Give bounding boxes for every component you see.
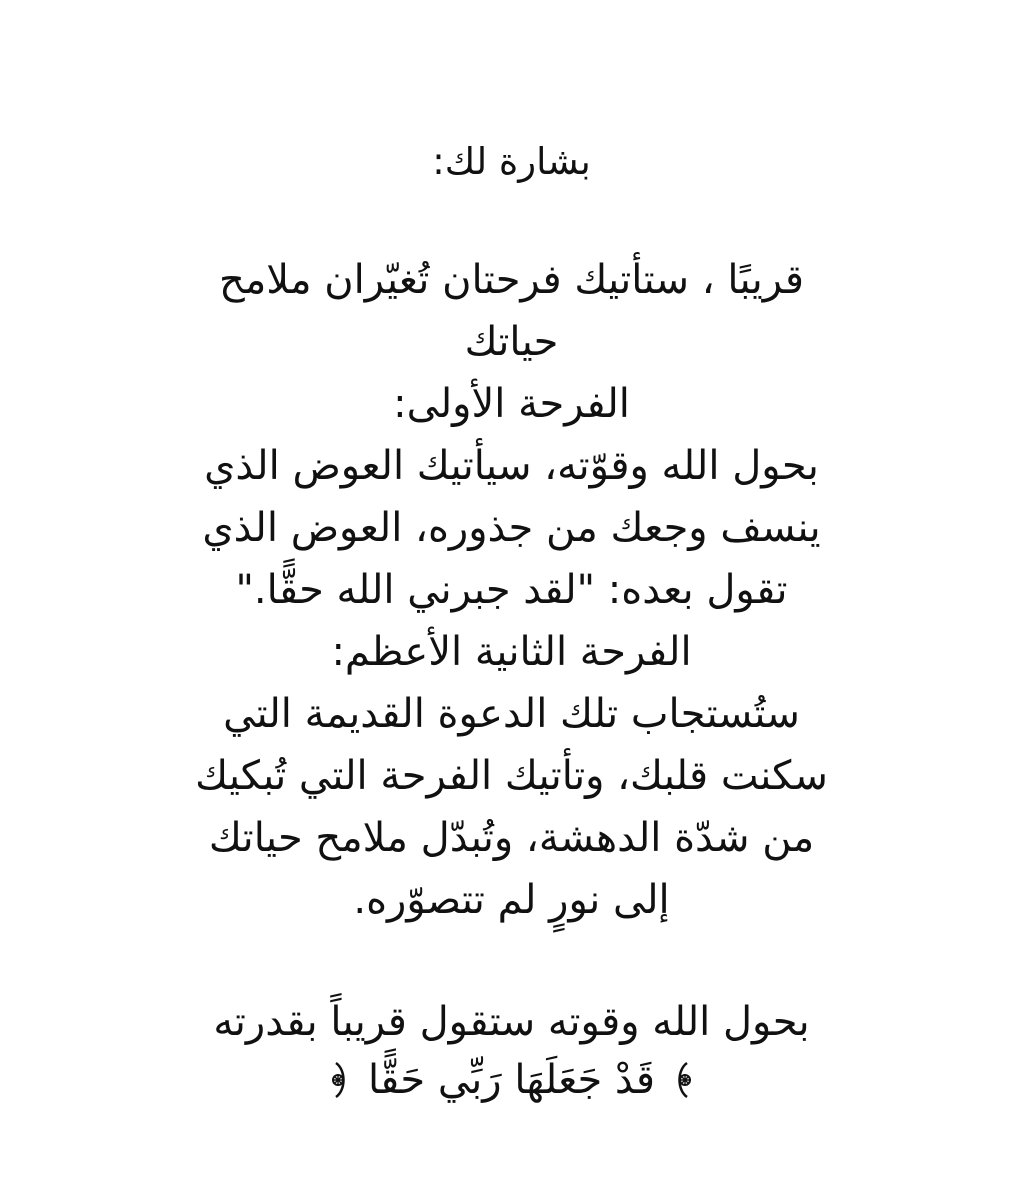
first-joy-line-1: بحول الله وقوّته، سيأتيك العوض الذي <box>204 443 819 489</box>
ornament-bracket-left-icon <box>328 1060 354 1100</box>
ornament-bracket-right-icon <box>669 1060 695 1100</box>
intro-line-2: حياتك <box>464 319 559 365</box>
document-title: بشارة لك: <box>432 140 591 183</box>
first-joy-line-2: ينسف وجعك من جذوره، العوض الذي <box>202 505 821 551</box>
verse-text: قَدْ جَعَلَهَا رَبِّي حَقًّا <box>367 1057 656 1103</box>
intro-line-1: قريبًا ، ستأتيك فرحتان تُغيّران ملامح <box>219 257 804 303</box>
first-joy-line-3: تقول بعده: "لقد جبرني الله حقًّا." <box>235 567 788 613</box>
verse-line <box>100 1054 923 1106</box>
closing-line: بحول الله وقوته ستقول قريباً بقدرته <box>213 999 810 1045</box>
second-joy-heading: الفرحة الثانية الأعظم: <box>331 629 692 675</box>
second-joy-line-2: سكنت قلبك، وتأتيك الفرحة التي تُبكيك <box>195 753 828 799</box>
first-joy-heading: الفرحة الأولى: <box>393 381 630 427</box>
second-joy-line-3: من شدّة الدهشة، وتُبدّل ملامح حياتك <box>208 815 815 861</box>
second-joy-line-4: إلى نورٍ لم تتصوّره. <box>353 877 670 923</box>
second-joy-line-1: ستُستجاب تلك الدعوة القديمة التي <box>223 691 800 737</box>
